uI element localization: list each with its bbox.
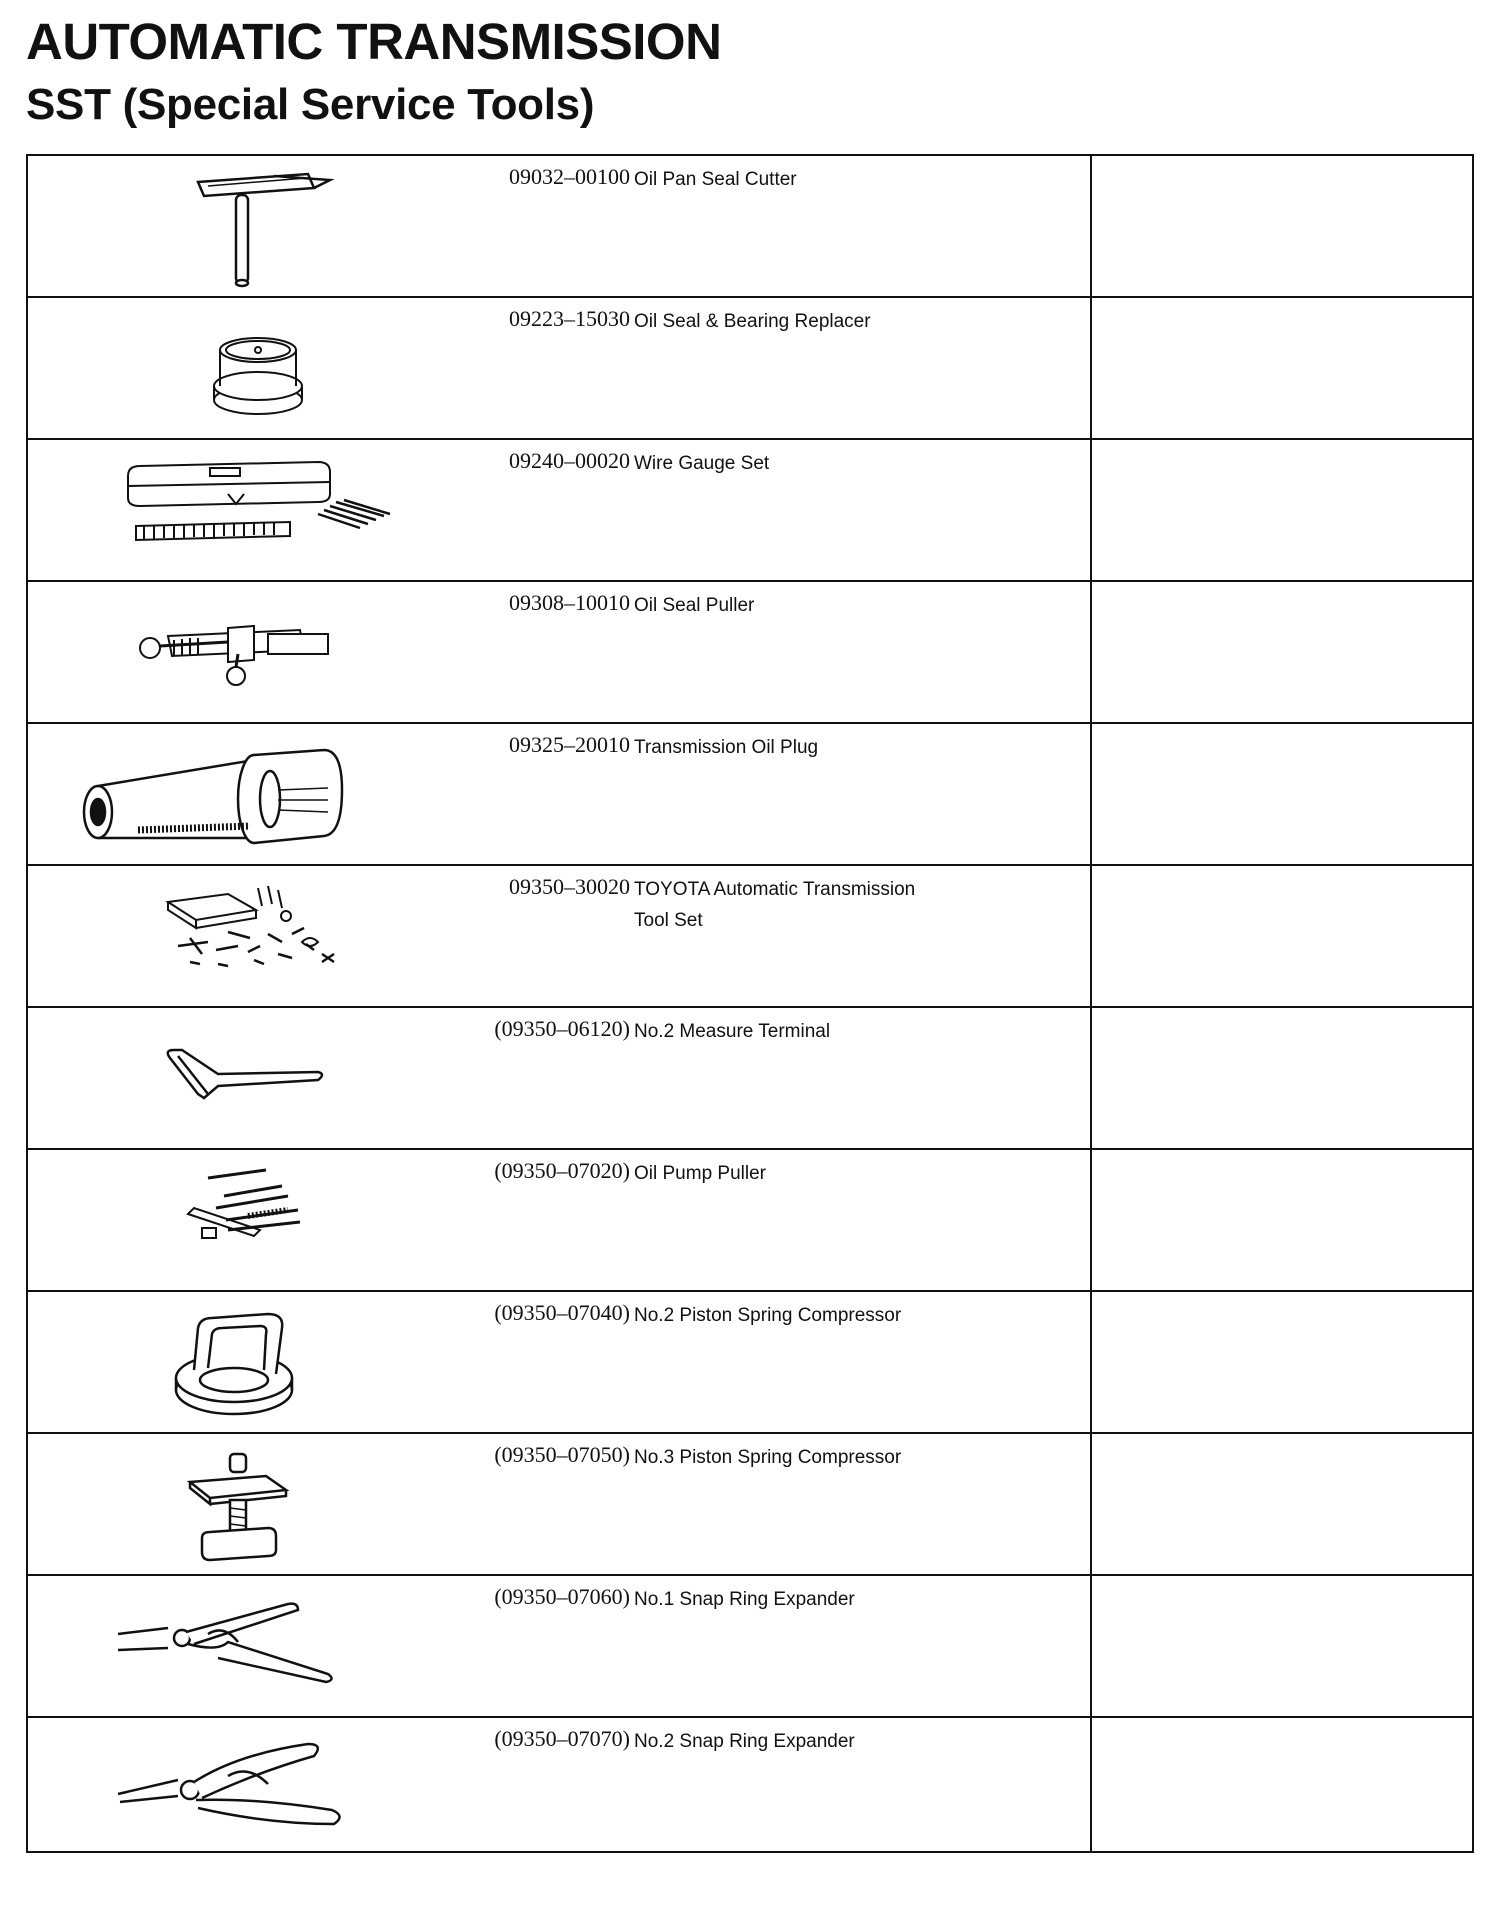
tool-name: Oil Seal Puller	[634, 595, 755, 616]
part-number: (09350–07040)	[494, 1300, 630, 1325]
oil-seal-bearing-replacer-icon	[78, 304, 418, 434]
part-number: 09350–30020	[509, 874, 630, 899]
tool-set-icon	[78, 872, 418, 1002]
tool-name: No.2 Snap Ring Expander	[634, 1731, 855, 1752]
column-divider	[1090, 298, 1092, 438]
tool-name: Oil Pan Seal Cutter	[634, 169, 797, 190]
page-title: AUTOMATIC TRANSMISSION	[26, 13, 722, 70]
column-divider	[1090, 866, 1092, 1006]
part-number: 09325–20010	[509, 732, 630, 757]
tool-table	[26, 154, 1474, 1853]
tool-name: No.1 Snap Ring Expander	[634, 1589, 855, 1610]
tool-name: No.3 Piston Spring Compressor	[634, 1447, 902, 1468]
part-number: (09350–07070)	[494, 1726, 630, 1751]
part-number: (09350–07020)	[494, 1158, 630, 1183]
tool-row	[28, 1292, 1472, 1434]
part-number: 09223–15030	[509, 306, 630, 331]
measure-terminal-icon	[78, 1014, 418, 1144]
column-divider	[1090, 1434, 1092, 1574]
column-divider	[1090, 1008, 1092, 1148]
tool-row	[28, 582, 1472, 724]
page-subtitle: SST (Special Service Tools)	[26, 80, 595, 129]
tool-row	[28, 1576, 1472, 1718]
part-number: (09350–07060)	[494, 1584, 630, 1609]
tool-name: No.2 Measure Terminal	[634, 1021, 831, 1042]
tool-row	[28, 866, 1472, 1008]
tool-name: Wire Gauge Set	[634, 453, 770, 474]
piston-spring-compressor-2-icon	[78, 1298, 418, 1428]
part-number: (09350–07050)	[494, 1442, 630, 1467]
tool-name: No.2 Piston Spring Compressor	[634, 1305, 902, 1326]
tool-name: TOYOTA Automatic Transmission Tool Set	[634, 879, 916, 931]
part-number: 09240–00020	[509, 448, 630, 473]
column-divider	[1090, 724, 1092, 864]
snap-ring-expander-1-icon	[78, 1582, 418, 1712]
wire-gauge-set-icon	[78, 446, 418, 576]
transmission-oil-plug-icon	[78, 730, 418, 860]
column-divider	[1090, 1576, 1092, 1716]
tool-name: Oil Seal & Bearing Replacer	[634, 311, 871, 332]
tool-row	[28, 724, 1472, 866]
piston-spring-compressor-3-icon	[78, 1440, 418, 1570]
oil-pump-puller-icon	[78, 1156, 418, 1286]
snap-ring-expander-2-icon	[78, 1724, 418, 1854]
tool-row	[28, 1150, 1472, 1292]
part-number: (09350–06120)	[494, 1016, 630, 1041]
tool-row	[28, 1718, 1472, 1853]
column-divider	[1090, 1718, 1092, 1853]
column-divider	[1090, 582, 1092, 722]
column-divider	[1090, 1292, 1092, 1432]
tool-row	[28, 1434, 1472, 1576]
tool-row	[28, 156, 1472, 298]
column-divider	[1090, 156, 1092, 296]
tool-row	[28, 298, 1472, 440]
tool-name: Oil Pump Puller	[634, 1163, 766, 1184]
oil-pan-seal-cutter-icon	[78, 162, 418, 292]
tool-row	[28, 440, 1472, 582]
part-number: 09308–10010	[509, 590, 630, 615]
column-divider	[1090, 1150, 1092, 1290]
tool-row	[28, 1008, 1472, 1150]
tool-name: Transmission Oil Plug	[634, 737, 819, 758]
oil-seal-puller-icon	[78, 588, 418, 718]
column-divider	[1090, 440, 1092, 580]
part-number: 09032–00100	[509, 164, 630, 189]
